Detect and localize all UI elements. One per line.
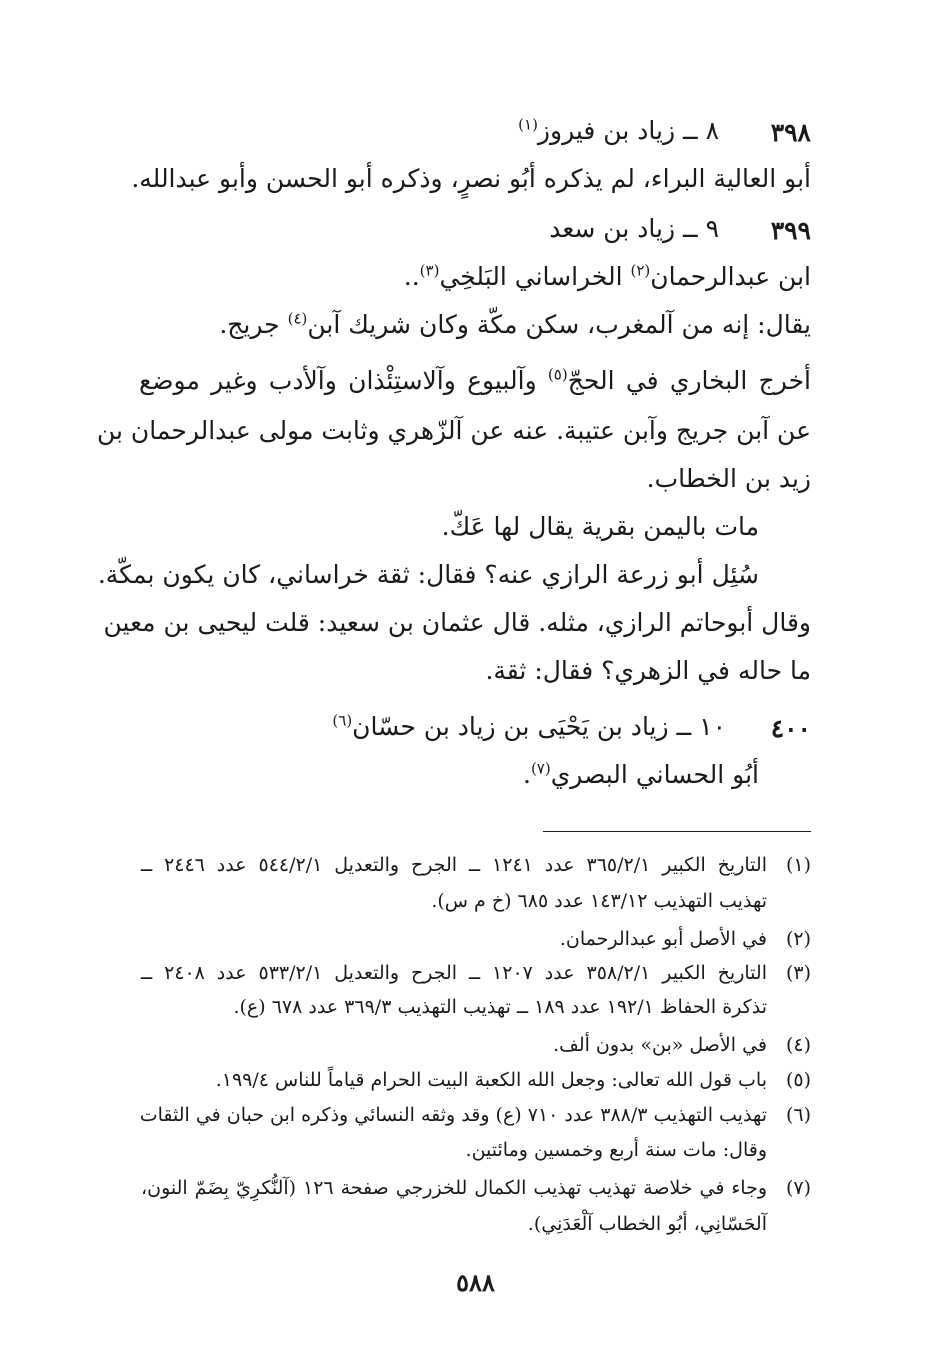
entry-heading-398 (518, 116, 719, 145)
entry-number-400: ٤٠٠ (770, 714, 811, 743)
text-segment: الخراساني البَلخِي (439, 262, 631, 291)
entry-399-para1-line3: زيد بن الخطاب. (646, 464, 811, 493)
entry-400-kunya (523, 760, 759, 789)
footnote-1-line2: تهذيب التهذيب ١٤٣/١٢ عدد ٦٨٥ (خ م س). (431, 890, 767, 912)
entry-number-399: ٣٩٩ (770, 216, 811, 245)
entry-399-lineage (404, 262, 811, 291)
entry-heading-399: ٩ ــ زياد بن سعد (549, 214, 719, 243)
entry-398-line: أبو العالية البراء، لم يذكره أبُو نصرٍ، وذكره أبو الحسن وأبو عبدالله. (131, 164, 811, 193)
footnote-number: (٧) (785, 1177, 811, 1199)
footnote-1-line1: التاريخ الكبير ٣٦٥/٢/١ عدد ١٢٤١ ــ الجرح والتعديل ٥٤٤/٢/١ عدد ٢٤٤٦ ــ (141, 854, 767, 876)
footnote-6-line2: وقال: مات سنة أربع وخمسين ومائتين. (465, 1139, 767, 1161)
entry-heading-text: ٨ ــ زياد بن فيروز (537, 116, 719, 145)
footnote-ref: (٢) (630, 261, 651, 280)
footnote-number: (١) (785, 854, 811, 876)
footnote-3-line2: تذكرة الحفاظ ١٩٢/١ عدد ١٨٩ ــ تهذيب التهذيب ٣٦٩/٣ عدد ٦٧٨ (ع). (233, 996, 767, 1018)
entry-399-para1-line1 (139, 366, 811, 395)
text-segment: جريج. (219, 310, 288, 339)
footnote-number: (٤) (785, 1034, 811, 1056)
footnote-5-line1: باب قول الله تعالى: وجعل الله الكعبة البيت الحرام قياماً للناس ١٩٩/٤. (215, 1069, 767, 1091)
footnote-7-line1: وجاء في خلاصة تهذيب تهذيب الكمال للخزرجي صفحة ١٢٦ (آلنُّكرِيّ بِضَمّ النون، (141, 1177, 767, 1199)
footnote-4-line1: في الأصل «بن» بدون ألف. (553, 1034, 767, 1056)
entry-399-para1-line2: عن آبن جريج وآبن عتيبة. عنه عن آلزّهري وثابت مولى عبدالرحمان بن (97, 416, 811, 445)
footnote-ref: (٥) (547, 365, 568, 384)
entry-heading-400 (332, 712, 726, 741)
footnote-number: (٢) (785, 928, 811, 950)
footnote-3-line1: التاريخ الكبير ٣٥٨/٢/١ عدد ١٢٠٧ ــ الجرح والتعديل ٥٣٣/٢/١ عدد ٢٤٠٨ ــ (141, 962, 767, 984)
footnote-number: (٣) (785, 962, 811, 984)
entry-399-para2-line2: وقال أبوحاتم الرازي، مثله. قال عثمان بن سعيد: قلت ليحيى بن معين (103, 608, 811, 637)
entry-399-residence (219, 310, 811, 339)
text-segment: وآلبيوع وآلاستِئْذان وآلأدب وغير موضع (139, 366, 548, 395)
text-segment: . (522, 760, 531, 789)
text-segment: يقال: إنه من آلمغرب، سكن مكّة وكان شريك آبن (307, 310, 811, 339)
footnote-number: (٥) (785, 1069, 811, 1091)
footnote-7-line2: آلحَسّانِي، أبُو الخطاب آلْعَدَنِي). (527, 1213, 767, 1235)
footnote-ref: (٦) (332, 711, 353, 730)
footnote-6-line1: تهذيب التهذيب ٣٨٨/٣ عدد ٧١٠ (ع) وقد وثقه النسائي وذكره ابن حبان في الثقات (139, 1104, 767, 1126)
entry-399-death: مات باليمن بقرية يقال لها عَكّ. (441, 512, 759, 541)
entry-heading-text: ١٠ ــ زياد بن يَحْيَى بن زياد بن حسّان (352, 712, 726, 741)
page-number: ٥٨٨ (456, 1268, 495, 1297)
entry-399-para2-line3: ما حاله في الزهري؟ فقال: ثقة. (485, 656, 811, 685)
footnote-ref: (٣) (419, 261, 440, 280)
footnote-2-line1: في الأصل أبو عبدالرحمان. (559, 928, 767, 950)
text-segment: أبُو الحساني البصري (550, 760, 759, 789)
footnote-separator (543, 831, 811, 832)
footnote-ref: (٧) (530, 759, 551, 778)
text-segment: .. (403, 262, 420, 291)
text-segment: أخرج البخاري في الحجّ (567, 366, 811, 395)
entry-399-para2-line1: سُئِل أبو زرعة الرازي عنه؟ فقال: ثقة خراساني، كان يكون بمكّة. (97, 560, 759, 589)
footnote-ref: (٤) (287, 309, 308, 328)
text-segment: ابن عبدالرحمان (650, 262, 811, 291)
entry-number-398: ٣٩٨ (770, 118, 811, 147)
footnote-number: (٦) (785, 1104, 811, 1126)
footnote-ref: (١) (518, 115, 538, 134)
